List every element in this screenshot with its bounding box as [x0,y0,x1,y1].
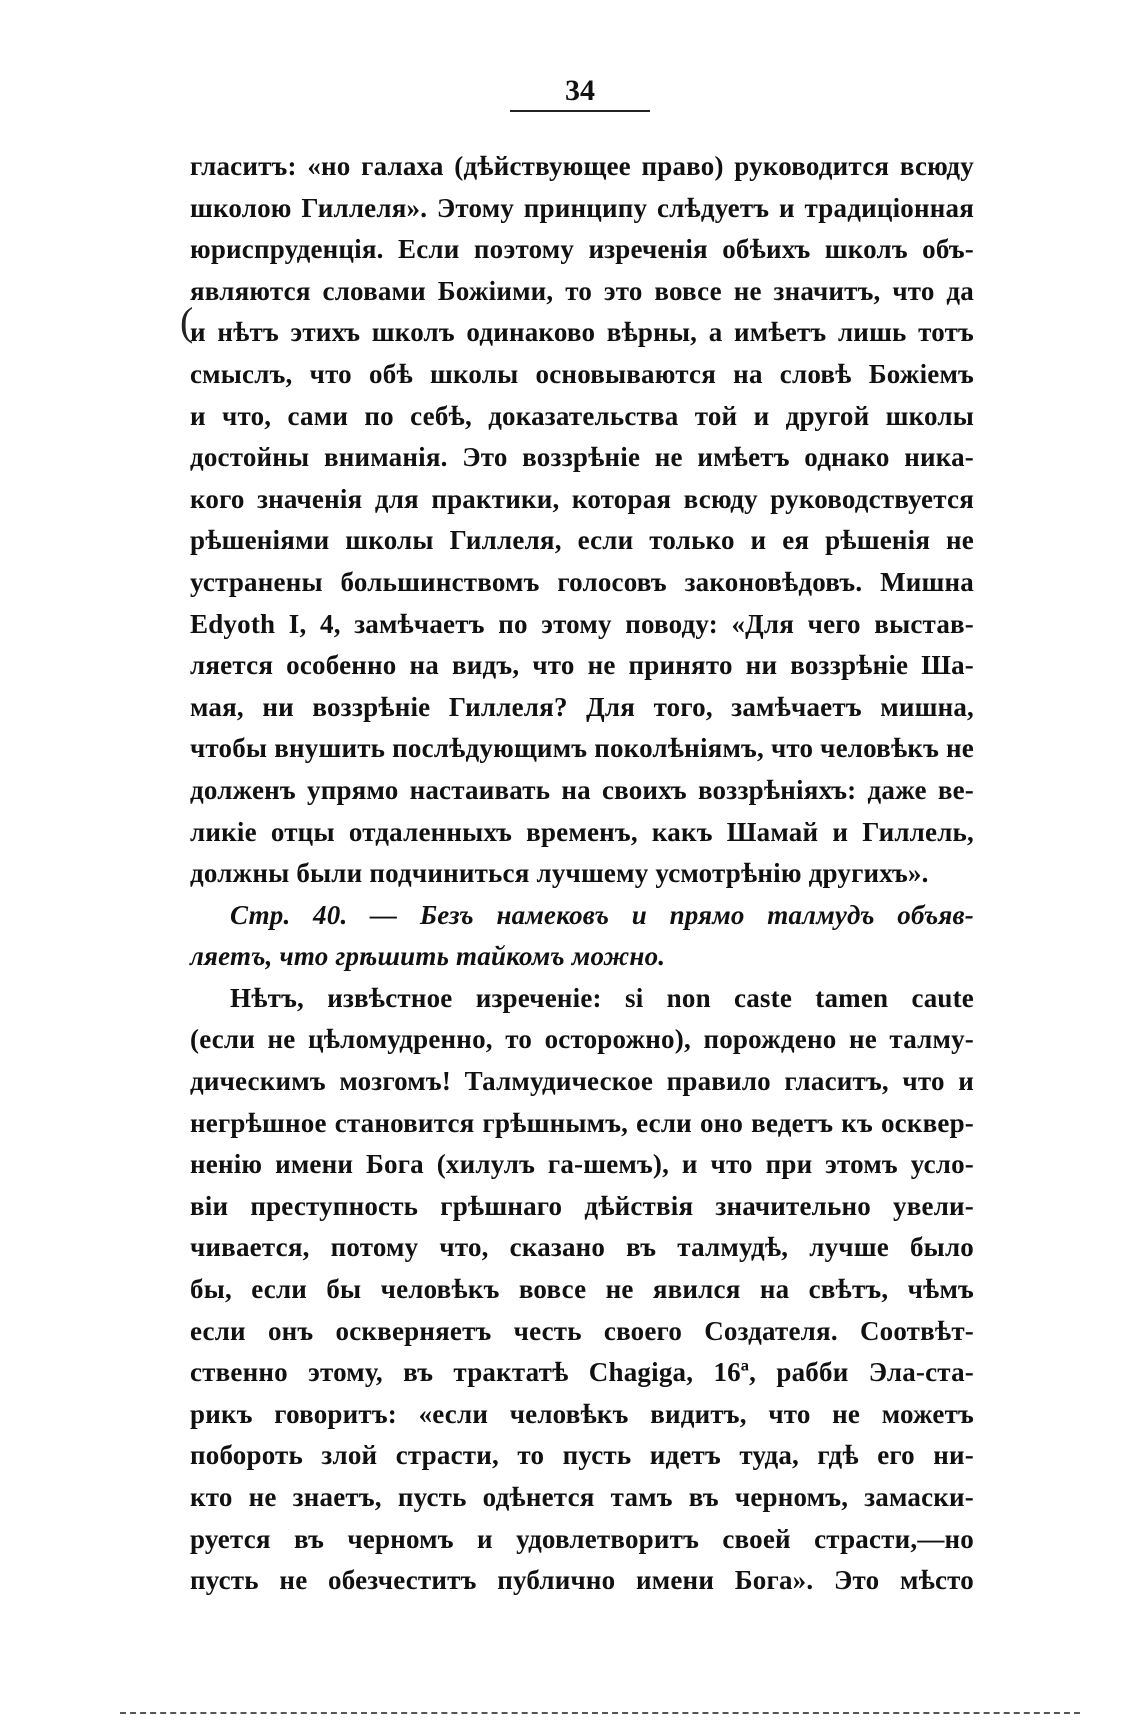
text-line: долженъ упрямо настаивать на своихъ воззрѣніяхъ: даже ве- [190,774,974,805]
text-line: побороть злой страсти, то пусть идетъ туда, гдѣ его ни- [190,1440,974,1471]
page-number-rule [510,110,650,112]
text-line: мая, ни воззрѣніе Гиллеля? Для того, замѣчаетъ мишна, [190,691,974,722]
text-line: должны были подчиниться лучшему усмотрѣнію другихъ». [190,858,929,889]
text-line: віи преступность грѣшнаго дѣйствія значительно увели- [190,1190,974,1221]
text-line: бы, если бы человѣкъ вовсе не явился на свѣтъ, чѣмъ [190,1274,974,1305]
text-line: юриспруденція. Если поэтому изреченія обѣихъ школъ объ- [190,234,974,265]
text-line: дическимъ мозгомъ! Талмудическое правило гласитъ, что и [190,1066,974,1097]
text-line: Edyoth I, 4, замѣчаетъ по этому поводу: «Для чего выстав- [190,608,974,639]
bottom-scan-artifact-line [120,1712,1080,1714]
text-line: являются словами Божіими, то это вовсе не значитъ, что да [190,275,974,306]
text-line: если онъ оскверняетъ честь своего Создателя. Соотвѣт- [190,1315,974,1346]
text-line: достойны вниманія. Это воззрѣніе не имѣетъ однако ника- [190,442,974,473]
text-line: чтобы внушить послѣдующимъ поколѣніямъ, что человѣкъ не [190,733,974,764]
text-line: гласитъ: «но галаха (дѣйствующее право) руководится всюду [190,151,974,181]
text-line: негрѣшное становится грѣшнымъ, если оно ведетъ къ осквер- [190,1107,974,1138]
section-heading-line: ляетъ, что грѣшить тайкомъ можно. [190,941,666,972]
text-line: рикъ говоритъ: «если человѣкъ видитъ, что не можетъ [190,1398,974,1429]
text-line: ственно этому, въ трактатѣ Chagiga, 16ª, рабби Эла-ста- [190,1357,974,1388]
text-line: руется въ черномъ и удовлетворитъ своей страсти,—но [190,1523,974,1554]
body-text [190,146,974,1602]
text-line: пусть не обезчеститъ публично имени Бога». Это мѣсто [190,1565,974,1596]
page-number: 34 [565,74,595,107]
section-heading-line: Стр. 40. — Безъ намековъ и прямо талмудъ объяв- [230,899,974,930]
text-line: рѣшеніями школы Гиллеля, если только и ея рѣшенія не [190,525,974,556]
text-line: устранены большинствомъ голосовъ законовѣдовъ. Мишна [190,566,974,597]
text-line: (если не цѣломудренно, то осторожно), порождено не талму- [190,1024,974,1055]
text-line: ликіе отцы отдаленныхъ временъ, какъ Шамай и Гиллель, [190,816,974,847]
margin-bracket-mark: ( [180,299,194,344]
text-line: и что, сами по себѣ, доказательства той и другой школы [190,400,974,431]
text-line: кого значенія для практики, которая всюду руководствуется [190,483,974,514]
text-line: ненію имени Бога (хилулъ га-шемъ), и что при этомъ усло- [190,1149,974,1180]
text-line: смыслъ, что обѣ школы основываются на словѣ Божіемъ [190,358,974,389]
text-line: чивается, потому что, сказано въ талмудѣ, лучше было [190,1232,974,1263]
text-line: и нѣтъ этихъ школъ одинаково вѣрны, а имѣетъ лишь тотъ [190,317,974,348]
text-line: кто не знаетъ, пусть одѣнется тамъ въ черномъ, замаски- [190,1482,974,1512]
text-line: ляется особенно на видъ, что не принято ни воззрѣніе Ша- [190,650,974,681]
text-line: Нѣтъ, извѣстное изреченіе: si non caste tamen caute [230,982,974,1013]
text-line: школою Гиллеля». Этому принципу слѣдуетъ и традиціонная [190,192,974,223]
